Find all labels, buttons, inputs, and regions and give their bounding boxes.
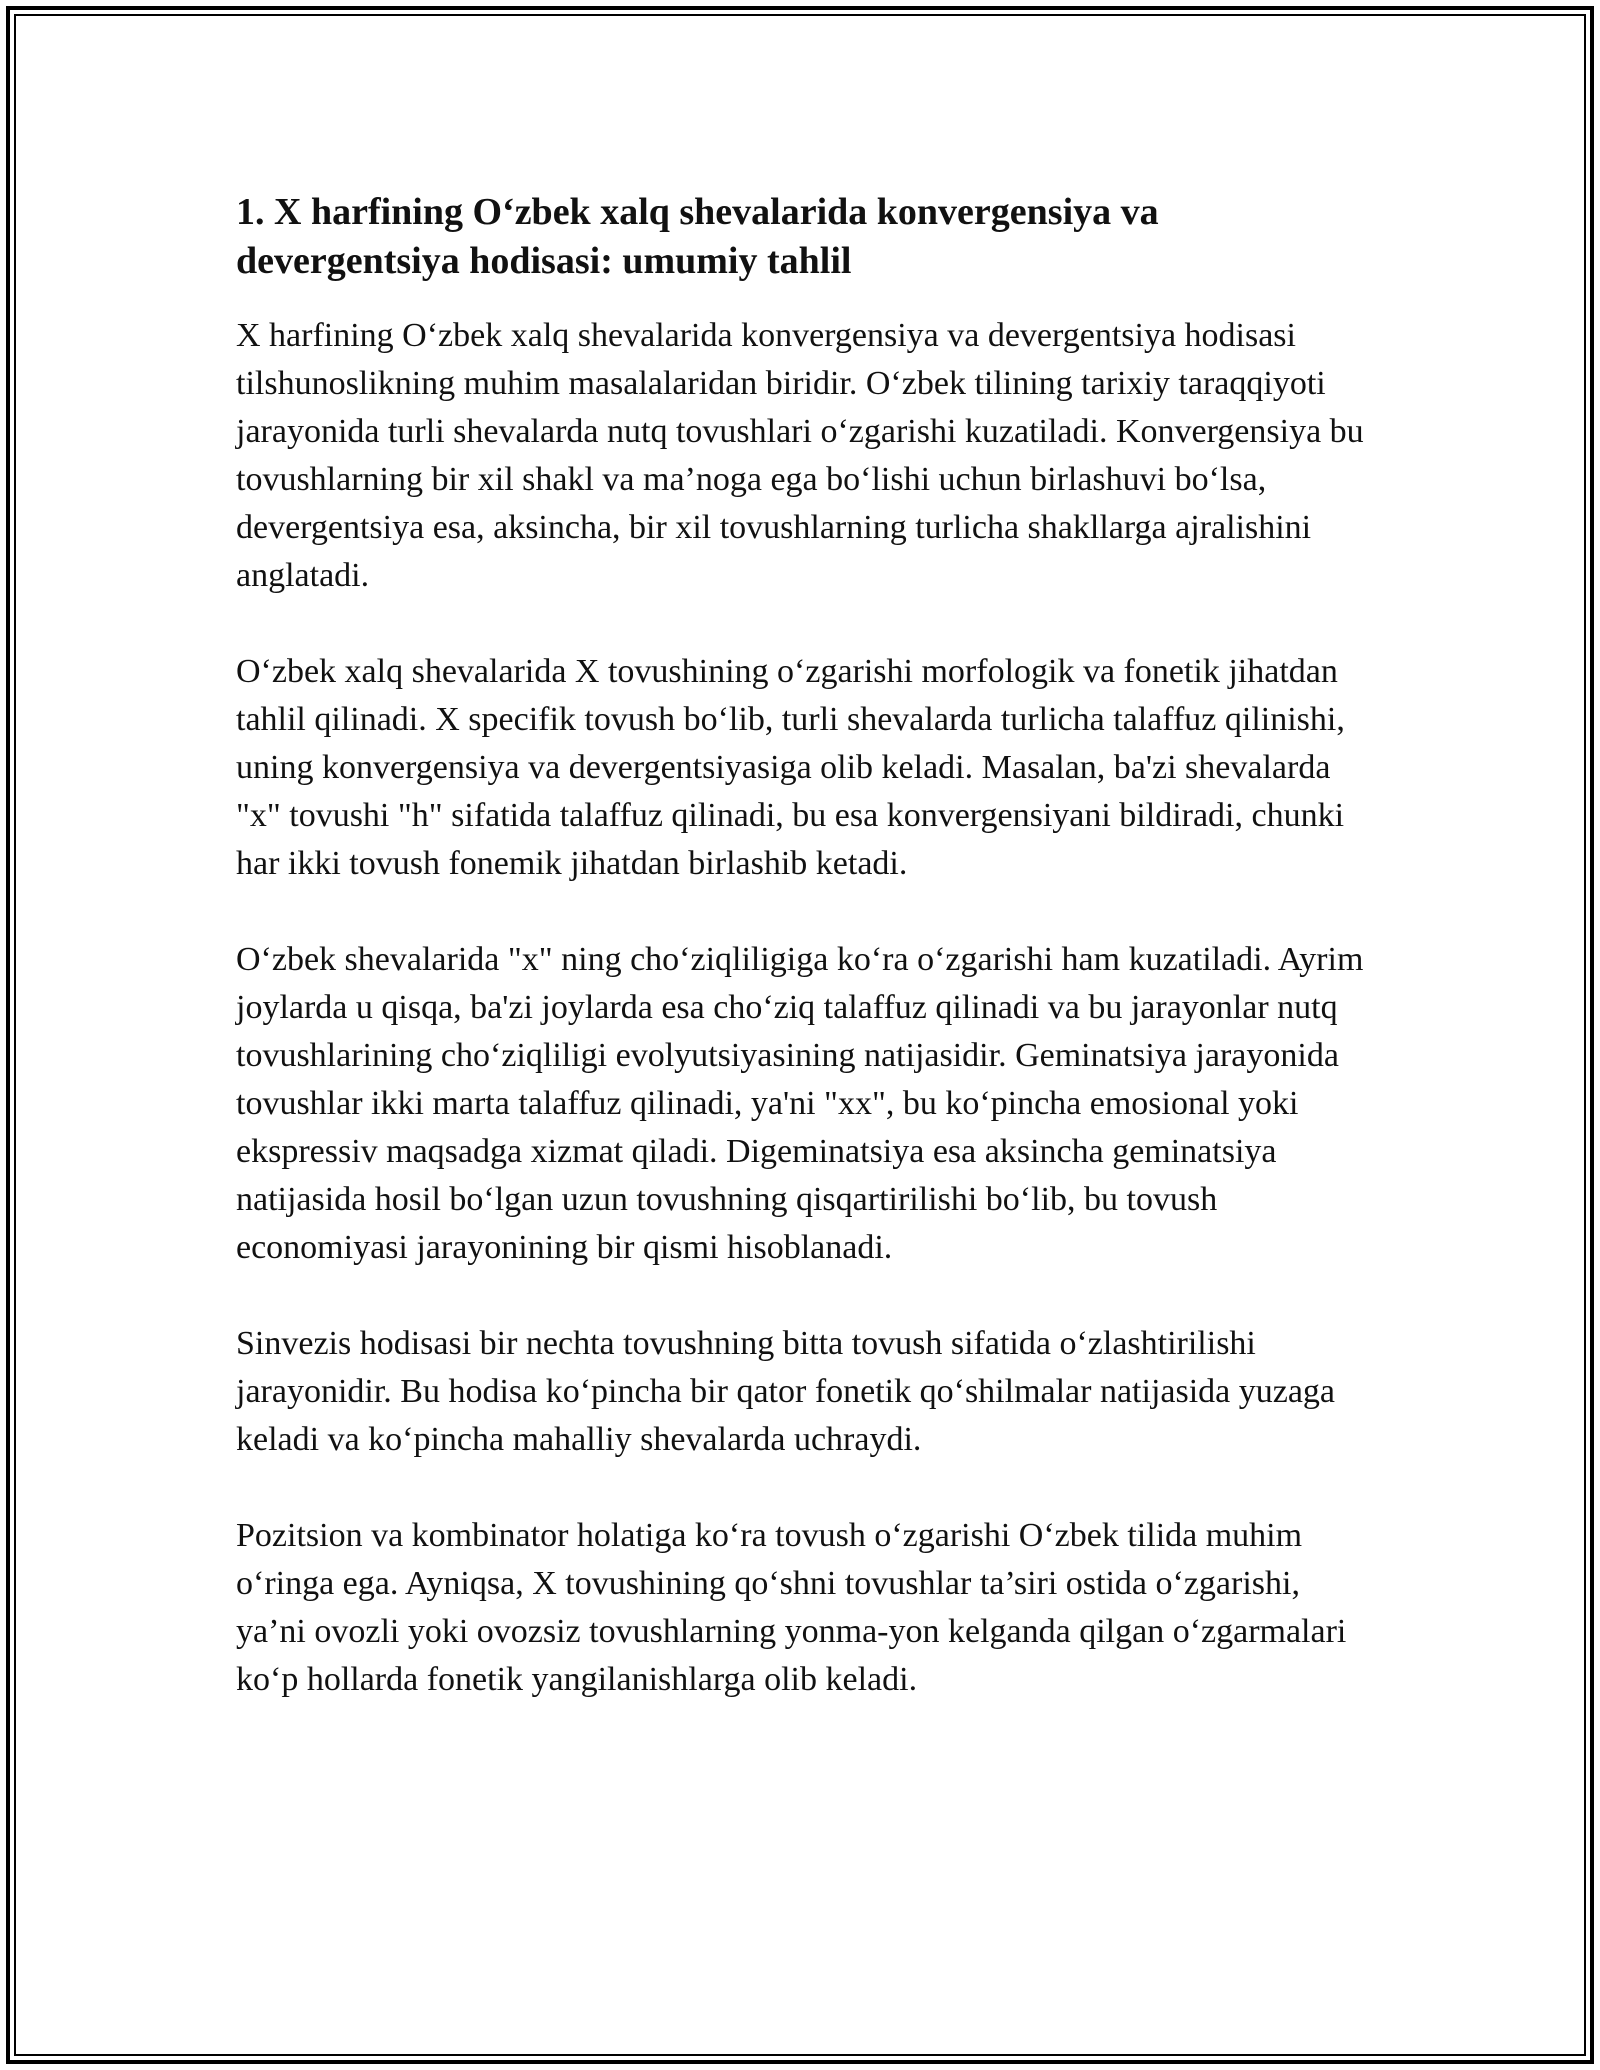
paragraph-1: X harfining O‘zbek xalq shevalarida konvergensiya va devergentsiya hodisasi tilshunoslikning muhim masalalaridan biridir. O‘zbek tilining tarixiy taraqqiyoti jarayonida turli shevalarda nutq tovushlari o‘zgarishi kuzatiladi. Konvergensiya bu tovushlarning bir xil shakl va ma’noga ega bo‘lishi uchun birlashuvi bo‘lsa, devergentsiya esa, aksincha, bir xil tovushlarning turlicha shakllarga ajralishini anglatadi. xyxy=(236,317,1364,594)
document-page xyxy=(236,188,1371,1752)
paragraph-2: O‘zbek xalq shevalarida X tovushining o‘zgarishi morfologik va fonetik jihatdan tahlil qilinadi. X specifik tovush bo‘lib, turli shevalarda turlicha talaffuz qilinishi, uning konvergensiya va devergentsiyasiga olib keladi. Masalan, ba'zi shevalarda "x" tovushi "h" sifatida talaffuz qilinadi, bu esa konvergensiyani bildiradi, chunki har ikki tovush fonemik jihatdan birlashib ketadi. xyxy=(236,653,1345,882)
paragraph-5: Pozitsion va kombinator holatiga ko‘ra tovush o‘zgarishi O‘zbek tilida muhim o‘ringa ega. Ayniqsa, X tovushining qo‘shni tovushlar ta’siri ostida o‘zgarishi, ya’ni ovozli yoki ovozsiz tovushlarning yonma-yon kelganda qilgan o‘zgarmalari ko‘p hollarda fonetik yangilanishlarga olib keladi. xyxy=(236,1517,1347,1698)
section-title: 1. X harfining O‘zbek xalq shevalarida konvergensiya va devergentsiya hodisasi: umumiy tahlil xyxy=(236,191,1159,282)
paragraph-4: Sinvezis hodisasi bir nechta tovushning bitta tovush sifatida o‘zlashtirilishi jarayonidir. Bu hodisa ko‘pincha bir qator fonetik qo‘shilmalar natijasida yuzaga keladi va ko‘pincha mahalliy shevalarda uchraydi. xyxy=(236,1325,1336,1458)
paragraph-3: O‘zbek shevalarida "x" ning cho‘ziqliligiga ko‘ra o‘zgarishi ham kuzatiladi. Ayrim joylarda u qisqa, ba'zi joylarda esa cho‘ziq talaffuz qilinadi va bu jarayonlar nutq tovushlarining cho‘ziqliligi evolyutsiyasining natijasidir. Geminatsiya jarayonida tovushlar ikki marta talaffuz qilinadi, ya'ni "xx", bu ko‘pincha emosional yoki ekspressiv maqsadga xizmat qiladi. Digeminatsiya esa aksincha geminatsiya natijasida hosil bo‘lgan uzun tovushning qisqartirilishi bo‘lib, bu tovush economiyasi jarayonining bir qismi hisoblanadi. xyxy=(236,941,1364,1266)
